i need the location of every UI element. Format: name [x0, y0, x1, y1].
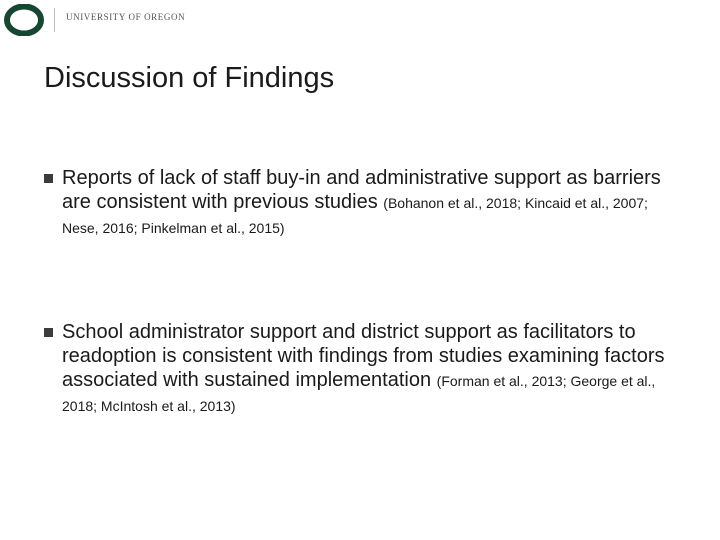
bullet-square-icon — [44, 328, 53, 337]
bullet-square-icon — [44, 174, 53, 183]
bullet-main-text: Reports of lack of staff buy-in and administrative support as barriers are consistent with previous studies — [62, 167, 661, 213]
university-name: UNIVERSITY OF OREGON — [66, 12, 186, 22]
header-divider — [54, 8, 55, 32]
bullet-text-1 — [62, 166, 672, 240]
bullet-text-2 — [62, 320, 672, 418]
header-bar — [0, 0, 720, 40]
bullet-main-text: School administrator support and district support as facilitators to readoption is consistent with findings from studies examining factors associated with sustained implementation — [62, 321, 665, 391]
slide-title: Discussion of Findings — [44, 62, 335, 94]
bullet-citation: (Forman et al., 2013; George et al., 2018; McIntosh et al., 2013) — [62, 373, 656, 414]
uo-o-logo-icon — [4, 4, 44, 36]
bullet-citation: (Bohanon et al., 2018; Kincaid et al., 2007; Nese, 2016; Pinkelman et al., 2015) — [62, 195, 648, 236]
